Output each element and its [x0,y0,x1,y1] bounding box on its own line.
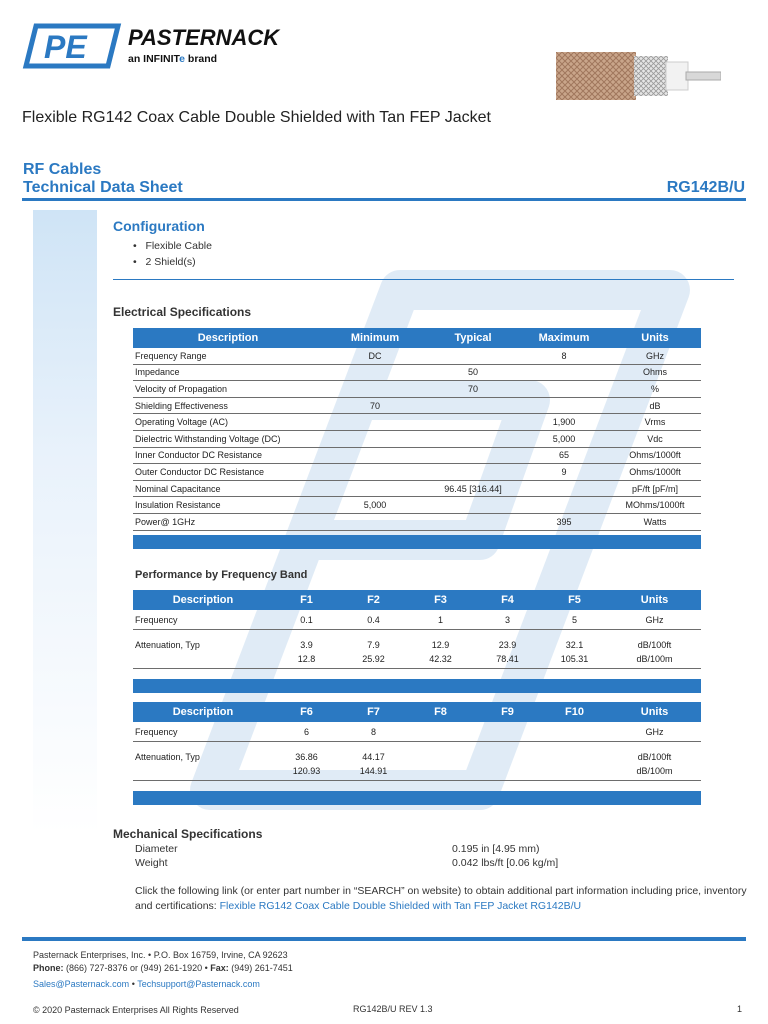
table-row [133,430,701,447]
spec-value [427,464,519,481]
performance-column-header: F7 [340,702,407,722]
spec-value: % [609,381,701,398]
electrical-column-header: Maximum [519,328,609,348]
spec-description: Power@ 1GHz [133,513,323,530]
footer-contact: Phone: (866) 727-8376 or (949) 261-1920 • Fax: (949) 261-7451 [33,963,293,973]
spec-value: 5,000 [519,430,609,447]
perf-value: 12.8 [273,650,340,669]
perf-value: 32.1 [565,640,584,650]
spec-description: Nominal Capacitance [133,480,323,497]
spec-description: Dielectric Withstanding Voltage (DC) [133,430,323,447]
performance-table-1-footer [133,679,701,693]
table-row [133,381,701,398]
mechanical-value-weight: 0.042 lbs/ft [0.06 kg/m] [452,857,559,869]
perf-description: Frequency [133,722,273,742]
perf-value [407,742,474,763]
mechanical-value-diameter: 0.195 in [4.95 mm) [452,843,540,855]
spec-value: DC [323,348,427,364]
footer-address: Pasternack Enterprises, Inc. • P.O. Box 16759, Irvine, CA 92623 [33,950,288,960]
table-row [133,650,701,669]
performance-column-header: Description [133,590,273,610]
config-item: • Flexible Cable [133,240,212,252]
perf-value: 78.41 [474,650,541,669]
spec-value [323,464,427,481]
performance-column-header: F2 [340,590,407,610]
configuration-heading: Configuration [113,218,205,234]
spec-value [323,447,427,464]
product-title: Flexible RG142 Coax Cable Double Shielded with Tan FEP Jacket [22,109,491,126]
spec-description: Inner Conductor DC Resistance [133,447,323,464]
performance-column-header: Description [133,702,273,722]
performance-column-header: F9 [474,702,541,722]
perf-value: 0.1 [273,610,340,630]
performance-column-header: F1 [273,590,340,610]
footer-revision: RG142B/U REV 1.3 [353,1004,433,1014]
performance-column-header: F10 [541,702,608,722]
electrical-column-header: Description [133,328,323,348]
svg-text:PE: PE [44,29,87,65]
perf-value [407,722,474,742]
table-row [133,348,701,364]
electrical-column-header: Minimum [323,328,427,348]
table-row [133,762,701,781]
footer-copyright: © 2020 Pasternack Enterprises All Rights Reserved [33,1005,239,1015]
spec-value: 70 [427,381,519,398]
perf-value [474,742,541,763]
brand-name: PASTERNACK [128,25,280,50]
spec-value [323,364,427,381]
spec-value [323,513,427,530]
mechanical-heading: Mechanical Specifications [113,827,263,841]
table-row [133,497,701,514]
spec-value [519,480,609,497]
performance-column-header: F5 [541,590,608,610]
spec-value [427,430,519,447]
sales-email-link[interactable]: Sales@Pasternack.com [33,979,130,989]
spec-value [519,381,609,398]
perf-value: 8 [340,722,407,742]
part-number: RG142B/U [666,179,745,196]
pe-logo-mark [26,26,118,66]
perf-value: dB/100m [608,762,701,781]
footer-divider [22,937,746,941]
table-row [133,364,701,381]
perf-value: 5 [541,610,608,630]
table-row [133,397,701,414]
table-row [133,513,701,530]
spec-value: Ohms/1000ft [609,464,701,481]
part-info-note: Click the following link (or enter part number in “SEARCH” on website) to obtain additional part information including price, inventory and certifications: Flexible RG142 Coax Cable Double Shielded with Tan FEP Jacket RG142B/U [135,885,747,912]
perf-value: 3.9 [300,640,313,650]
perf-description: Attenuation, Typ [135,640,200,650]
perf-value: dB/100ft [637,640,672,650]
electrical-table-footer [133,535,701,549]
perf-value: 7.9 [367,640,380,650]
perf-value: dB/100ft [637,752,672,762]
sheet-category: RF Cables [23,161,102,178]
spec-value: Ohms [609,364,701,381]
support-email-link[interactable]: Techsupport@Pasternack.com [137,979,260,989]
spec-value: 5,000 [323,497,427,514]
performance-column-header: F3 [407,590,474,610]
perf-value [474,762,541,781]
electrical-table [133,328,701,531]
spec-value: Vdc [609,430,701,447]
spec-value [519,397,609,414]
sheet-name: Technical Data Sheet [23,179,183,196]
product-link[interactable]: Flexible RG142 Coax Cable Double Shielded with Tan FEP Jacket RG142B/U [219,900,582,912]
performance-table-1 [133,590,701,669]
config-item: • 2 Shield(s) [133,256,196,268]
spec-value: 65 [519,447,609,464]
table-row [133,414,701,431]
perf-description: Frequency [133,610,273,630]
perf-value: 23.9 [498,640,517,650]
perf-value: 105.31 [541,650,608,669]
performance-column-header: F8 [407,702,474,722]
spec-value: GHz [609,348,701,364]
spec-value: 96.45 [316.44] [427,480,519,497]
table-row [133,722,701,742]
spec-description: Outer Conductor DC Resistance [133,464,323,481]
spec-value [427,397,519,414]
perf-value [541,742,608,763]
spec-value [323,414,427,431]
electrical-heading: Electrical Specifications [113,305,252,319]
spec-description: Insulation Resistance [133,497,323,514]
side-gradient-strip [33,210,97,835]
perf-value: 42.32 [407,650,474,669]
performance-table-2 [133,702,701,781]
spec-value: pF/ft [pF/m] [609,480,701,497]
table-row [133,610,701,630]
spec-value [427,497,519,514]
spec-value: 9 [519,464,609,481]
perf-value: 3 [474,610,541,630]
spec-value: Watts [609,513,701,530]
footer-page-number: 1 [737,1004,743,1014]
performance-column-header: Units [608,702,701,722]
spec-value: 50 [427,364,519,381]
performance-column-header: Units [608,590,701,610]
perf-value: 36.86 [295,752,318,762]
spec-value: Vrms [609,414,701,431]
electrical-column-header: Typical [427,328,519,348]
perf-value: 12.9 [431,640,450,650]
perf-value: dB/100m [608,650,701,669]
perf-value [541,722,608,742]
table-row [133,742,701,763]
performance-column-header: F4 [474,590,541,610]
config-divider [113,279,734,280]
table-row [133,480,701,497]
perf-value: 44.17 [362,752,385,762]
brand-tagline: an INFINITe brand [128,53,218,65]
mechanical-label-weight: Weight [135,857,168,869]
spec-description: Operating Voltage (AC) [133,414,323,431]
coax-cable-image [556,46,721,106]
spec-value [427,348,519,364]
spec-description: Shielding Effectiveness [133,397,323,414]
header-divider [22,198,746,201]
spec-value: MOhms/1000ft [609,497,701,514]
spec-description: Velocity of Propagation [133,381,323,398]
performance-heading: Performance by Frequency Band [135,569,308,581]
mechanical-label-diameter: Diameter [135,843,178,855]
perf-value [407,762,474,781]
table-row [133,630,701,651]
spec-value: 395 [519,513,609,530]
electrical-column-header: Units [609,328,701,348]
perf-value: GHz [608,610,701,630]
spec-value [427,513,519,530]
spec-value [323,430,427,447]
perf-value: 1 [407,610,474,630]
perf-value: 144.91 [340,762,407,781]
table-row [133,464,701,481]
perf-description: Attenuation, Typ [135,752,200,762]
perf-description [133,650,273,669]
spec-value: Ohms/1000ft [609,447,701,464]
spec-value: dB [609,397,701,414]
spec-value [427,447,519,464]
spec-value [519,364,609,381]
spec-value: 1,900 [519,414,609,431]
perf-value [474,722,541,742]
perf-description [133,762,273,781]
spec-value: 8 [519,348,609,364]
spec-description: Frequency Range [133,348,323,364]
spec-value [323,480,427,497]
performance-table-2-footer [133,791,701,805]
spec-value [323,381,427,398]
performance-column-header: F6 [273,702,340,722]
perf-value: GHz [608,722,701,742]
pasternack-logo [22,22,322,72]
perf-value: 6 [273,722,340,742]
table-row [133,447,701,464]
footer-emails: Sales@Pasternack.com • Techsupport@Pasternack.com [33,979,260,989]
perf-value: 0.4 [340,610,407,630]
spec-value [427,414,519,431]
spec-description: Impedance [133,364,323,381]
spec-value: 70 [323,397,427,414]
perf-value [541,762,608,781]
spec-value [519,497,609,514]
perf-value: 120.93 [273,762,340,781]
perf-value: 25.92 [340,650,407,669]
